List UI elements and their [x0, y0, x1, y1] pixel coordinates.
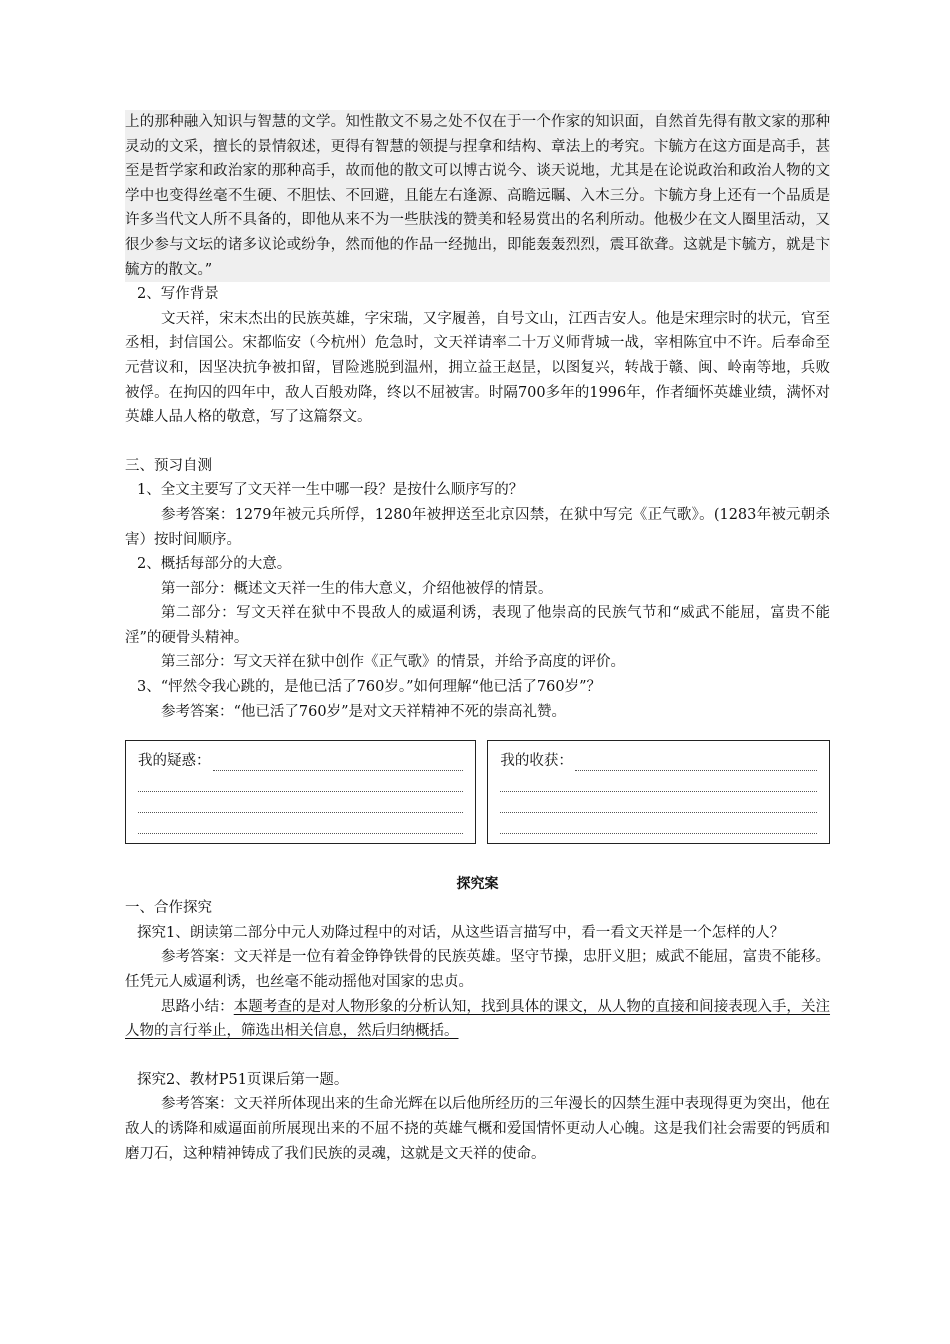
dotted-line	[575, 756, 817, 771]
dotted-line	[138, 813, 463, 834]
dotted-line	[500, 792, 817, 813]
pretest-question-1: 1、全文主要写了文天祥一生中哪一段？是按什么顺序写的？	[137, 482, 524, 499]
dotted-line	[500, 771, 817, 792]
pretest-question-2: 2、概括每部分的大意。	[137, 556, 292, 573]
pretest-part-3: 第三部分：写文天祥在狱中创作《正气歌》的情景，并给予高度的评价。	[161, 654, 625, 671]
intro-paragraph: 上的那种融入知识与智慧的文学。知性散文不易之处不仅在于一个作家的知识面，自然首先得有散文家的那种灵动的文采，擅长的景情叙述，更得有智慧的领提与捏拿和结构、章法上的考究。卞毓方在这方面是高手，甚至是哲学家和政治家的那种高手，故而他的散文可以博古说今、谈天说地，尤其是在论说政治和政治人物的文学中也变得丝毫不生硬、不胆怯、不回避，且能左右逢源、高瞻远瞩、入木三分。卞毓方身上还有一个品质是许多当代文人所不具备的，即他从来不为一些肤浅的赞美和轻易赏出的名利所动。他极少在文人圈里活动，又很少参与文坛的诸多议论或纷争，然而他的作品一经抛出，即能轰轰烈烈，震耳欲聋。这就是卞毓方，就是卞毓方的散文。”	[125, 110, 830, 282]
thinking-summary	[125, 995, 830, 1044]
notes-boxes	[125, 740, 830, 844]
pretest-heading: 三、预习自测	[125, 457, 212, 474]
doubts-label: 我的疑惑：	[138, 753, 211, 770]
gains-first-line	[500, 751, 817, 771]
dotted-line	[500, 813, 817, 834]
inquiry-question-1: 探究1、朗读第二部分中元人劝降过程中的对话，从这些语言描写中，看一看文天祥是一个怎样的人？	[137, 924, 785, 941]
gains-box[interactable]	[487, 740, 830, 844]
inquiry-answer-1: 参考答案：文天祥是一位有着金铮铮铁骨的民族英雄。坚守节操，忠肝义胆；威武不能屈，富贵不能移。任凭元人威逼利诱，也丝毫不能动摇他对国家的忠贞。	[125, 949, 830, 991]
inquiry-title: 探究案	[456, 876, 499, 893]
gains-label: 我的收获：	[500, 753, 573, 770]
inquiry-question-2: 探究2、教材P51页课后第一题。	[137, 1071, 349, 1088]
doubts-box[interactable]	[125, 740, 476, 844]
document-page	[125, 110, 830, 1166]
spacer	[125, 430, 830, 454]
dotted-line	[138, 771, 463, 792]
background-text: 文天祥，宋末杰出的民族英雄，字宋瑞，又字履善，自号文山，江西吉安人。他是宋理宗时的状元，官至丞相，封信国公。宋都临安（今杭州）危急时，文天祥请率二十万义师背城一战，宰相陈宜中不许。后奉命至元营议和，因坚决抗争被扣留，冒险逃脱到温州，拥立益王赵昰，以图复兴，转战于赣、闽、岭南等地，兵败被俘。在拘囚的四年中，敌人百般劝降，终以不屈被害。时隔700多年的1996年，作者缅怀英雄业绩，满怀对英雄人品人格的敬意，写了这篇祭文。	[125, 310, 830, 426]
summary-label: 思路小结：	[161, 998, 234, 1015]
summary-text: 本题考查的是对人物形象的分析认知，找到具体的课文，从人物的直接和间接表现入手，关注人物的言行举止，筛选出相关信息，然后归纳概括。	[125, 998, 831, 1040]
inquiry-heading: 一、合作探究	[125, 900, 212, 917]
spacer	[125, 1044, 830, 1068]
pretest-answer-3: 参考答案：“他已活了760岁”是对文天祥精神不死的崇高礼赞。	[161, 703, 566, 720]
pretest-part-2: 第二部分：写文天祥在狱中不畏敌人的威逼利诱，表现了他崇高的民族气节和“威武不能屈，富贵不能淫”的硬骨头精神。	[125, 605, 830, 646]
pretest-answer-1: 参考答案：1279年被元兵所俘，1280年被押送至北京囚禁，在狱中写完《正气歌》。(1283年被元朝杀害）按时间顺序。	[125, 506, 830, 548]
pretest-question-3: 3、“怦然令我心跳的，是他已活了760岁。”如何理解“他已活了760岁”？	[137, 679, 601, 696]
doubts-first-line	[138, 751, 463, 771]
pretest-part-1: 第一部分：概述文天祥一生的伟大意义，介绍他被俘的情景。	[161, 580, 553, 597]
background-heading: 2、写作背景	[137, 286, 219, 303]
inquiry-answer-2: 参考答案：文天祥所体现出来的生命光辉在以后他所经历的三年漫长的囚禁生涯中表现得更为突出，他在敌人的诱降和威逼面前所展现出来的不屈不挠的英雄气概和爱国情怀更动人心魄。这是我们社会需要的钙质和磨刀石，这种精神铸成了我们民族的灵魂，这就是文天祥的使命。	[125, 1096, 830, 1162]
dotted-line	[213, 756, 464, 771]
dotted-line	[138, 792, 463, 813]
